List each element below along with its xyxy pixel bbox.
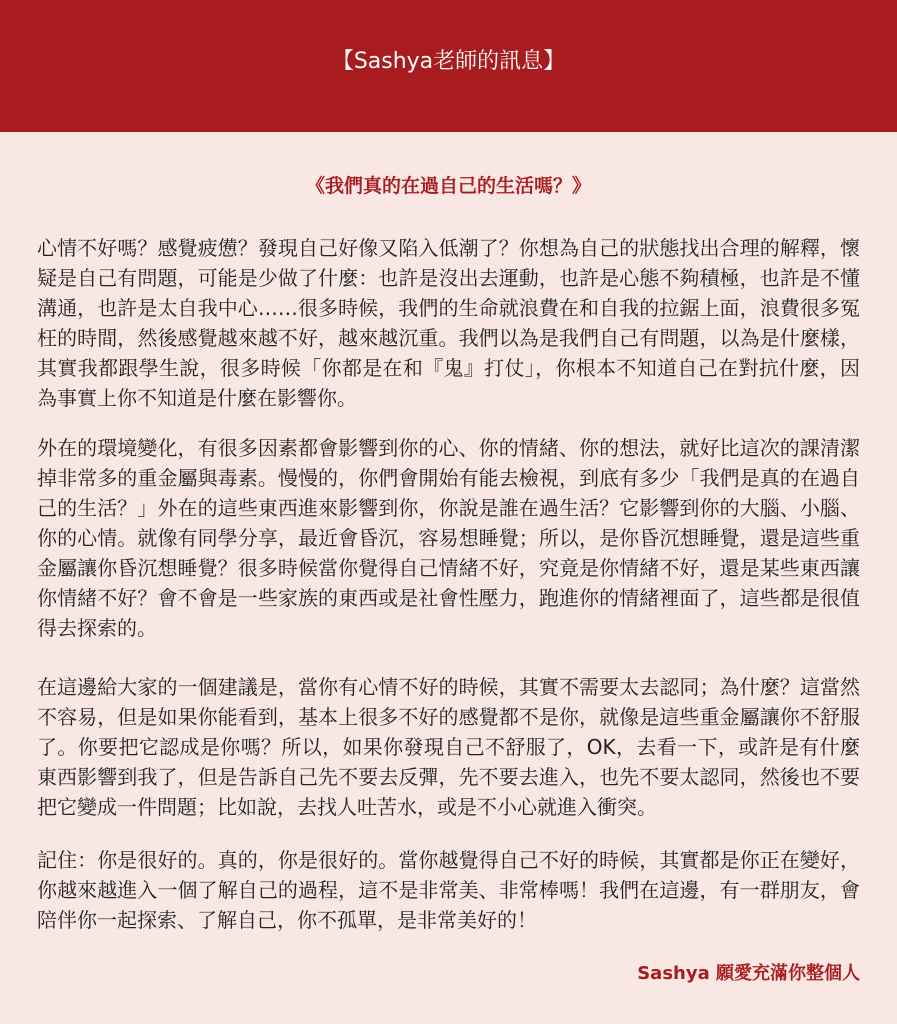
header-title: 【Sashya老師的訊息】 <box>331 49 566 74</box>
article-paragraph: 在這邊給大家的一個建議是，當你有心情不好的時候，其實不需要太去認同；為什麼？這當然不容易，但是如果你能看到，基本上很多不好的感覺都不是你，就像是這些重金屬讓你不舒服了。你要把它認成是你嗎？所以，如果你發現自己不舒服了，OK，去看一下，或許是有什麼東西影響到我了，但是告訴自己先不要去反彈，先不要去進入，也先不要太認同，然後也不要把它變成一件問題；比如說，去找人吐苦水，或是不小心就進入衝突。 <box>37 675 860 819</box>
signature: Sashya 願愛充滿你整個人 <box>637 963 860 984</box>
article-paragraph: 心情不好嗎？感覺疲憊？發現自己好像又陷入低潮了？你想為自己的狀態找出合理的解釋，懷疑是自己有問題，可能是少做了什麼：也許是沒出去運動，也許是心態不夠積極，也許是不懂溝通，也許是太自我中心……很多時候，我們的生命就浪費在和自我的拉鋸上面，浪費很多冤枉的時間，然後感覺越來越不好，越來越沉重。我們以為是我們自己有問題，以為是什麼樣，其實我都跟學生說，很多時候「你都是在和『鬼』打仗」，你根本不知道自己在對抗什麼，因為事實上你不知道是什麼在影響你。 <box>37 236 860 410</box>
article-paragraph: 外在的環境變化，有很多因素都會影響到你的心、你的情緒、你的想法，就好比這次的課清潔掉非常多的重金屬與毒素。慢慢的，你們會開始有能去檢視，到底有多少「我們是真的在過自己的生活？」外在的這些東西進來影響到你，你說是誰在過生活？它影響到你的大腦、小腦、你的心情。就像有同學分享，最近會昏沉，容易想睡覺；所以，是你昏沉想睡覺，還是這些重金屬讓你昏沉想睡覺？很多時候當你覺得自己情緒不好，究竟是你情緒不好，還是某些東西讓你情緒不好？會不會是一些家族的東西或是社會性壓力，跑進你的情緒裡面了，這些都是很值得去探索的。 <box>37 436 860 640</box>
header-banner <box>0 0 897 132</box>
article-title: 《我們真的在過自己的生活嗎？》 <box>305 175 591 197</box>
article-paragraph: 記住：你是很好的。真的，你是很好的。當你越覺得自己不好的時候，其實都是你正在變好，你越來越進入一個了解自己的過程，這不是非常美、非常棒嗎！我們在這邊，有一群朋友，會陪伴你一起探索、了解自己，你不孤單，是非常美好的！ <box>37 848 860 932</box>
